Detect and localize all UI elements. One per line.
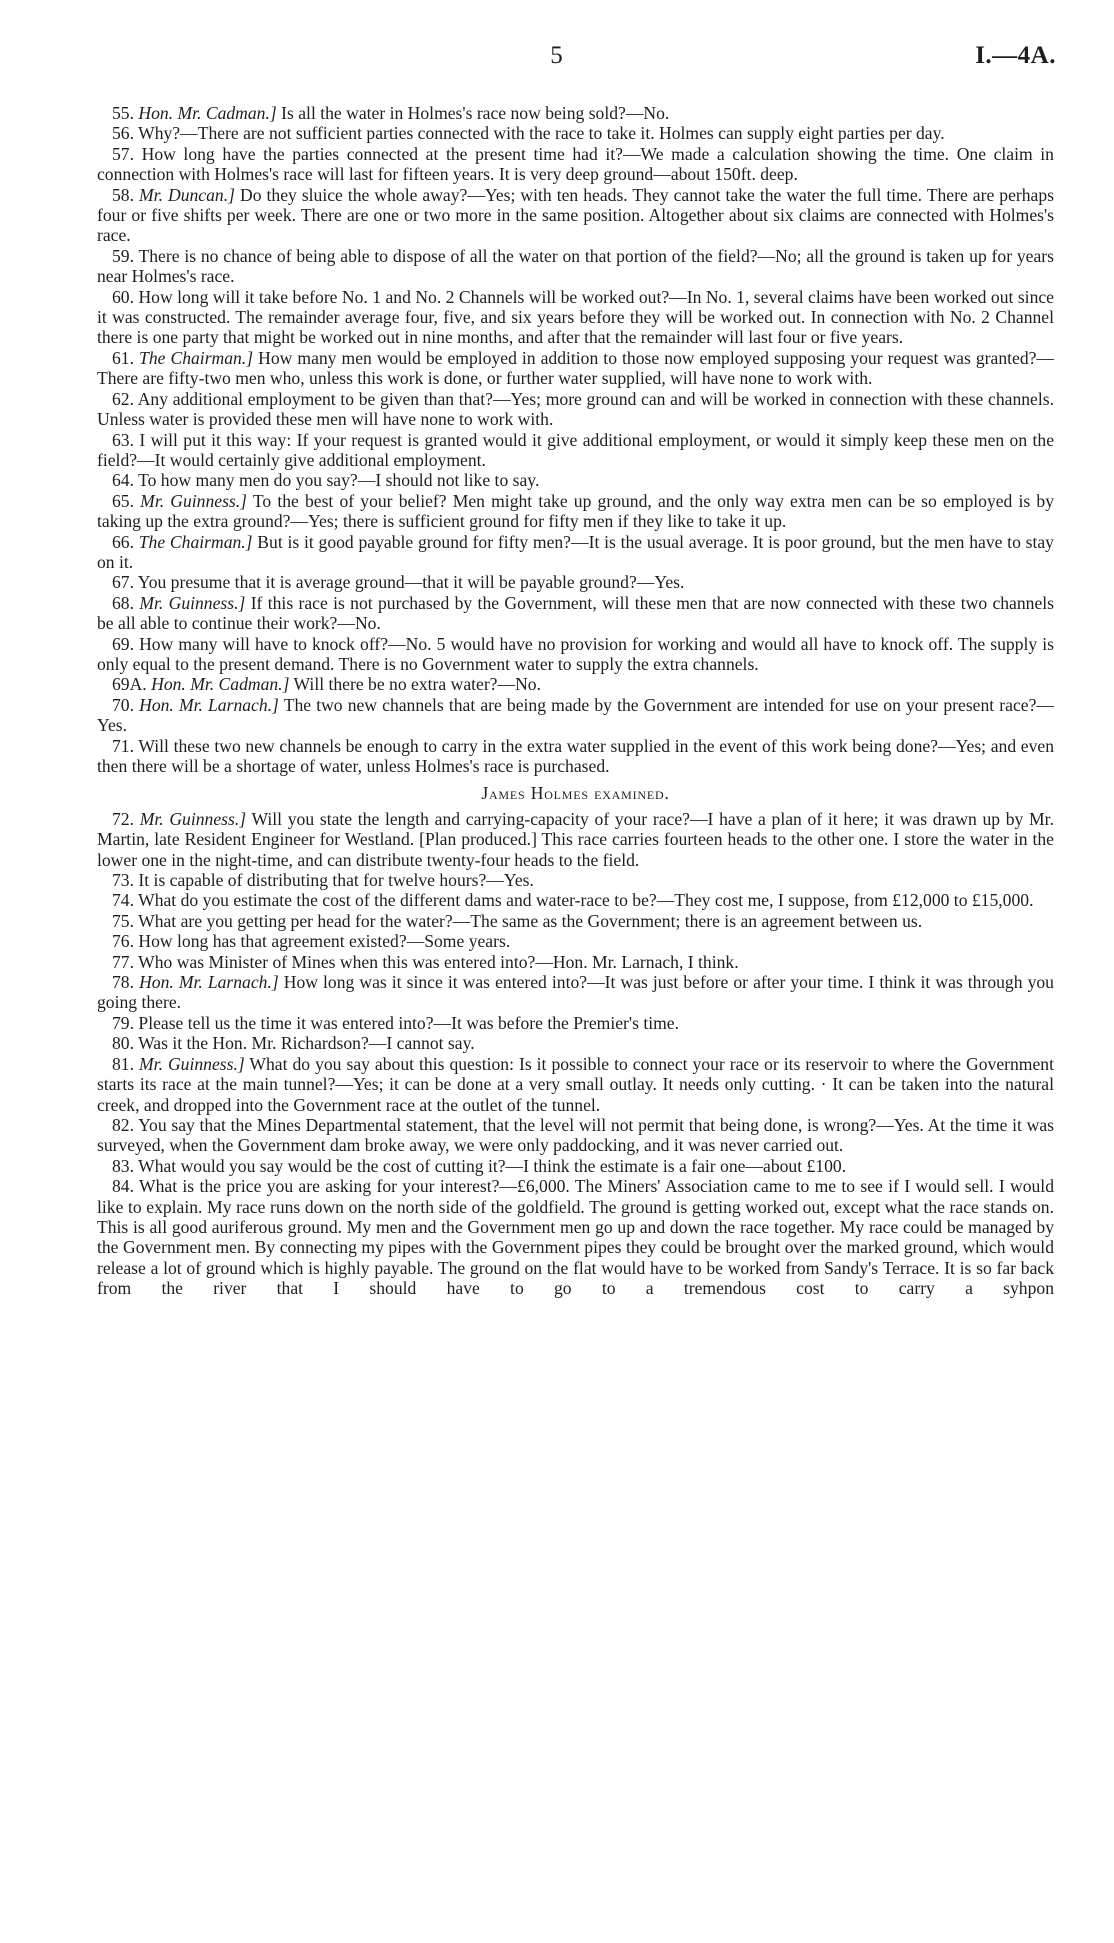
paragraph-79: [97, 1013, 1054, 1033]
question-number: 78.: [112, 972, 134, 993]
question-number: 69A.: [112, 674, 147, 695]
paragraph-text: What do you estimate the cost of the different dams and water-race to be?—They cost me, I suppose, from £12,000 to £15,000.: [138, 890, 1034, 911]
paragraph-71: [97, 736, 1054, 777]
paragraph-82: [97, 1115, 1054, 1156]
paragraph-text: How many will have to knock off?—No. 5 would have no provision for working and would all have to knock off. The supply is only equal to the present demand. There is no Government water to supply the extra channels.: [97, 633, 1054, 674]
paragraph-69a: [97, 674, 1054, 694]
paragraph-text: Who was Minister of Mines when this was entered into?—Hon. Mr. Larnach, I think.: [138, 951, 739, 972]
paragraph-text: How long was it since it was entered into?—It was just before or after your time. I think it was through you going there.: [97, 972, 1054, 1013]
paragraph-text: Any additional employment to be given than that?—Yes; more ground can and will be worked in connection with these channels. Unless water is provided these men will have none to work with.: [97, 388, 1054, 430]
evidence-before-witness: [97, 103, 1054, 776]
paragraph-text: The two new channels that are being made by the Government are intended for use on your present race?—Yes.: [97, 694, 1054, 736]
question-number: 82.: [112, 1114, 134, 1135]
paragraph-68: [97, 593, 1054, 634]
speaker-name: Hon. Mr. Cadman.]: [138, 103, 277, 123]
paragraph-text: If this race is not purchased by the Government, will these men that are now connected with these two channels be all able to continue their work?—No.: [97, 592, 1054, 634]
speaker-name: Mr. Guinness.]: [140, 490, 248, 511]
question-number: 77.: [112, 951, 134, 972]
question-number: 55.: [112, 103, 134, 123]
paragraph-text: What is the price you are asking for your interest?—£6,000. The Miners' Association came to me to see if I would sell. I would like to explain. My race runs down on the north side of the goldfield. The ground is getting worked out, except what the race stands on. This is all good auriferous ground. My men and the Government men go up and down the race together. My race could be managed by the Government men. By connecting my pipes with the Government pipes they could be brought over the marked ground, which would release a lot of ground which is highly payable. The ground on the flat would have to be worked from Sandy's Terrace. It is so far back from the river that I should have to go to a tremendous cost to carry a syhpon: [97, 1176, 1054, 1299]
paragraph-text: How long has that agreement existed?—Some years.: [138, 931, 511, 952]
question-number: 64.: [112, 470, 134, 491]
question-number: 79.: [112, 1012, 134, 1033]
document-reference: I.—4A.: [975, 42, 1056, 69]
paragraph-text: How long have the parties connected at the present time had it?—We made a calculation showing the time. One claim in connection with Holmes's race will last for fifteen years. It is very deep ground—about 150ft. deep.: [97, 143, 1054, 185]
paragraph-58: [97, 185, 1054, 246]
question-number: 58.: [112, 184, 134, 205]
paragraph-64: [97, 470, 1054, 490]
paragraph-73: [97, 870, 1054, 890]
question-number: 59.: [112, 245, 134, 266]
paragraph-text: There is no chance of being able to dispose of all the water on that portion of the field?—No; all the ground is taken up for years near Holmes's race.: [97, 245, 1054, 287]
question-number: 65.: [112, 490, 134, 511]
paragraph-text: How long will it take before No. 1 and No. 2 Channels will be worked out?—In No. 1, several claims have been worked out since it was constructed. The remainder average four, five, and six years before they will be worked out. In connection with No. 2 Channel there is one party that might be worked out in nine months, and after that the remainder will last four or five years.: [97, 286, 1054, 348]
paragraph-text: Was it the Hon. Mr. Richardson?—I cannot say.: [138, 1033, 475, 1054]
document-body: [97, 103, 1054, 1299]
paragraph-74: [97, 890, 1054, 910]
paragraph-text: It is capable of distributing that for twelve hours?—Yes.: [138, 870, 534, 891]
witness-heading: James Holmes examined.: [481, 783, 670, 804]
speaker-name: Mr. Guinness.]: [139, 1053, 245, 1074]
question-number: 69.: [112, 633, 134, 654]
evidence-after-witness: [97, 809, 1054, 1176]
question-number: 61.: [112, 347, 134, 368]
paragraph-81: [97, 1054, 1054, 1115]
paragraph-66: [97, 532, 1054, 573]
speaker-name: The Chairman.]: [139, 347, 254, 368]
paragraph-text: Will these two new channels be enough to carry in the extra water supplied in the event of this work being done?—Yes; and even then there will be a shortage of water, unless Holmes's race is purchased.: [97, 735, 1054, 776]
speaker-name: Hon. Mr. Larnach.]: [139, 694, 279, 715]
question-number: 66.: [112, 531, 134, 552]
question-number: 60.: [112, 286, 134, 307]
paragraph-57: [97, 144, 1054, 185]
paragraph-77: [97, 952, 1054, 972]
question-number: 80.: [112, 1033, 134, 1054]
question-number: 71.: [112, 735, 134, 756]
paragraph-75: [97, 911, 1054, 931]
question-number: 72.: [112, 808, 134, 829]
paragraph-text: What do you say about this question: Is it possible to connect your race or its reservoir to where the Government starts its race at the main tunnel?—Yes; it can be done at a very small outlay. It needs only cutting. · It can be taken into the natural creek, and dropped into the Government race at the outlet of the tunnel.: [97, 1053, 1054, 1115]
speaker-name: Hon. Mr. Larnach.]: [139, 972, 279, 993]
paragraph-84: [97, 1176, 1054, 1298]
paragraph-text: Will there be no extra water?—No.: [293, 674, 541, 695]
question-number: 56.: [112, 123, 134, 144]
paragraph-55: [97, 103, 1054, 123]
paragraph-78: [97, 972, 1054, 1013]
paragraph-63: [97, 430, 1054, 471]
speaker-name: Mr. Guinness.]: [139, 592, 246, 613]
paragraph-text: Will you state the length and carrying-capacity of your race?—I have a plan of it here; it was drawn up by Mr. Martin, late Resident Engineer for Westland. [Plan produced.] This race carries fourteen heads to the other one. I store the water in the lower one in the night-time, and can distribute twenty-four heads to the field.: [97, 808, 1054, 870]
question-number: 81.: [112, 1053, 134, 1074]
paragraph-83: [97, 1156, 1054, 1176]
paragraph-text: Why?—There are not sufficient parties connected with the race to take it. Holmes can supply eight parties per day.: [138, 123, 945, 144]
paragraph-text: But is it good payable ground for fifty men?—It is the usual average. It is poor ground, but the men have to stay on it.: [97, 531, 1054, 572]
question-number: 74.: [112, 890, 134, 911]
question-number: 70.: [112, 694, 134, 715]
paragraph-text: How many men would be employed in addition to those now employed supposing your request was granted?—There are fifty-two men who, unless this work is done, or further water supplied, will have none to work with.: [97, 347, 1055, 389]
paragraph-80: [97, 1033, 1054, 1053]
page-number: 5: [550, 42, 564, 69]
question-number: 76.: [112, 931, 134, 952]
paragraph-text: What would you say would be the cost of cutting it?—I think the estimate is a fair one—about £100.: [138, 1155, 847, 1176]
question-number: 83.: [112, 1155, 134, 1176]
question-number: 73.: [112, 870, 134, 891]
question-number: 84.: [112, 1176, 134, 1197]
paragraph-65: [97, 491, 1054, 532]
paragraph-67: [97, 572, 1054, 592]
paragraph-69: [97, 634, 1054, 675]
paragraph-59: [97, 246, 1054, 287]
question-number: 57.: [112, 143, 134, 164]
paragraph-text: Is all the water in Holmes's race now being sold?—No.: [281, 103, 670, 123]
paragraph-text: You say that the Mines Departmental statement, that the level will not permit that being done, is wrong?—Yes. At the time it was surveyed, when the Government dam broke away, we were only paddocking, and it was never carried out.: [97, 1114, 1054, 1156]
paragraph-62: [97, 389, 1054, 430]
question-number: 67.: [112, 572, 134, 593]
paragraph-72: [97, 809, 1054, 870]
paragraph-text: To the best of your belief? Men might take up ground, and the only way extra men can be so employed is by taking up the extra ground?—Yes; there is sufficient ground for fifty men if they like to take it up.: [97, 490, 1054, 532]
paragraph-text: I will put it this way: If your request is granted would it give additional employment, or would it simply keep these men on the field?—It would certainly give additional employment.: [97, 429, 1054, 470]
question-number: 62.: [112, 388, 134, 409]
paragraph-70: [97, 695, 1054, 736]
paragraph-text: To how many men do you say?—I should not like to say.: [138, 470, 540, 491]
question-number: 75.: [112, 910, 134, 931]
speaker-name: Mr. Guinness.]: [139, 808, 247, 829]
paragraph-76: [97, 931, 1054, 951]
paragraph-text: Do they sluice the whole away?—Yes; with ten heads. They cannot take the water the full time. There are perhaps four or five shifts per week. There are one or two more in the same position. Altogether about six claims are connected with Holmes's race.: [97, 184, 1055, 246]
paragraph-61: [97, 348, 1054, 389]
paragraph-60: [97, 287, 1054, 348]
speaker-name: Hon. Mr. Cadman.]: [151, 674, 290, 695]
question-number: 63.: [112, 429, 134, 450]
speaker-name: Mr. Duncan.]: [139, 184, 235, 205]
question-number: 68.: [112, 592, 134, 613]
paragraph-56: [97, 123, 1054, 143]
paragraph-text: You presume that it is average ground—that it will be payable ground?—Yes.: [137, 572, 685, 593]
paragraph-text: Please tell us the time it was entered into?—It was before the Premier's time.: [138, 1012, 680, 1033]
paragraph-text: What are you getting per head for the water?—The same as the Government; there is an agreement between us.: [138, 910, 923, 931]
speaker-name: The Chairman.]: [138, 531, 253, 552]
